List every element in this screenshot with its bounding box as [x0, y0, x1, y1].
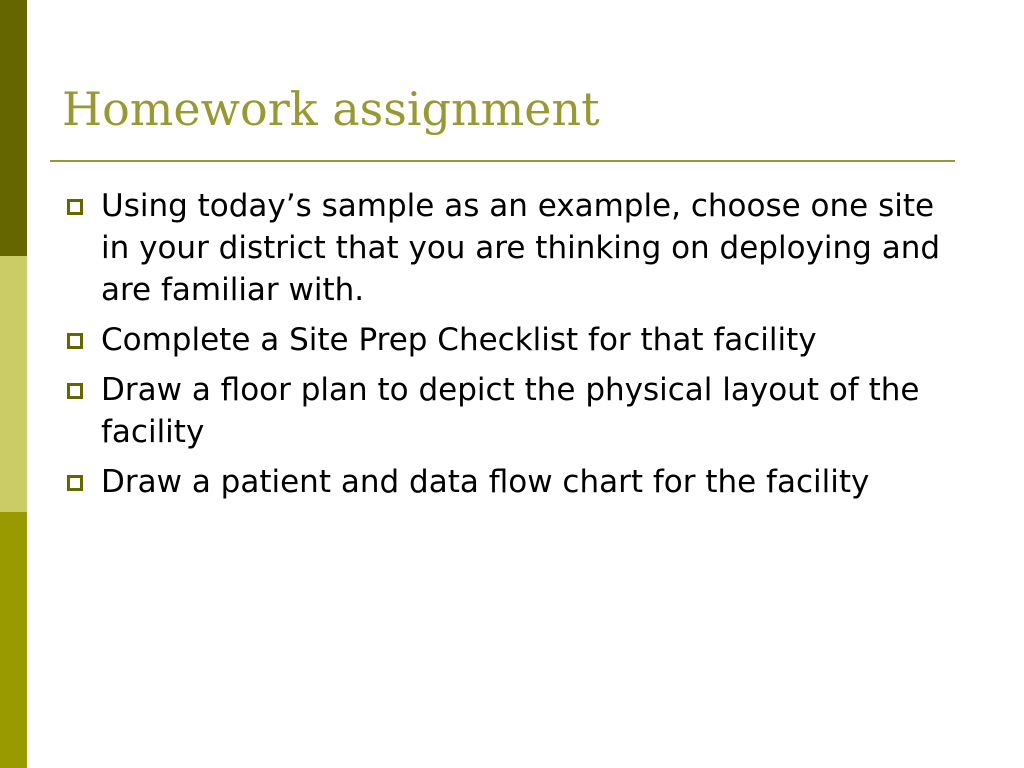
side-bar-light-segment [0, 256, 27, 512]
side-bar-dark-segment [0, 0, 27, 256]
bullet-text: Draw a floor plan to depict the physical layout of the facility [101, 372, 920, 450]
bullet-list [67, 185, 957, 511]
bullet-item [67, 319, 957, 361]
side-bar-olive-segment [0, 512, 27, 768]
slide-title: Homework assignment [62, 82, 600, 136]
square-bullet-icon [67, 475, 83, 491]
title-divider [50, 160, 955, 162]
square-bullet-icon [67, 199, 83, 215]
bullet-text: Using today’s sample as an example, choose one site in your district that you are thinking on deploying and are familiar with. [101, 188, 941, 308]
bullet-item [67, 185, 957, 311]
square-bullet-icon [67, 383, 83, 399]
bullet-text: Complete a Site Prep Checklist for that facility [101, 322, 817, 358]
bullet-text: Draw a patient and data flow chart for the facility [101, 464, 870, 500]
bullet-item [67, 461, 957, 503]
square-bullet-icon [67, 333, 83, 349]
bullet-item [67, 369, 957, 453]
